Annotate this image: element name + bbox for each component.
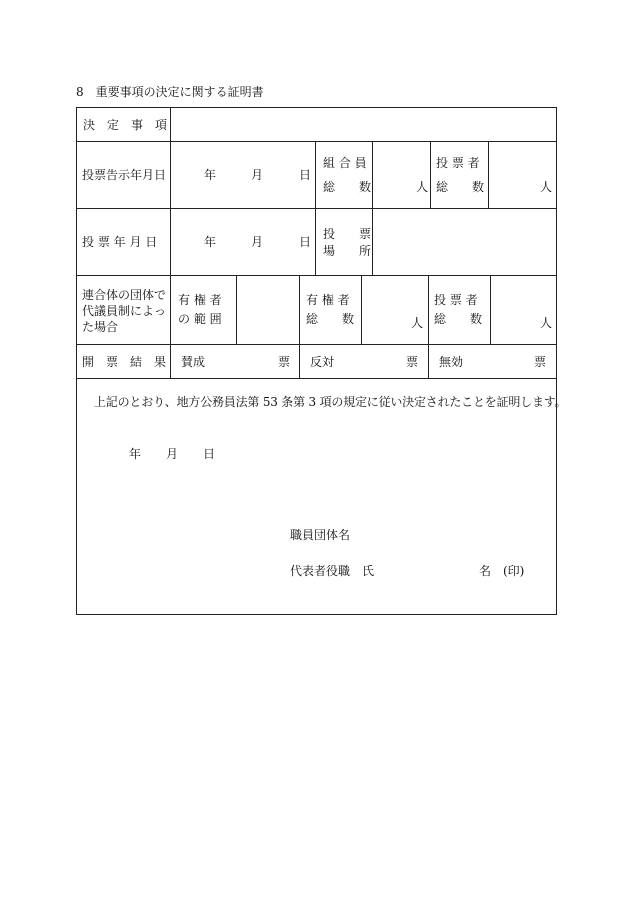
eligible-range-field[interactable] [237, 276, 299, 344]
eligible-total-label-1: 有 権 者 [306, 293, 350, 307]
votes-invalid-label: 無効 [439, 355, 464, 369]
votes-against-label: 反対 [310, 355, 335, 369]
eligible-range-label-2: の 範 囲 [178, 312, 222, 326]
year-label: 年 [204, 168, 217, 182]
union-members-field[interactable] [373, 142, 430, 208]
heading: 8 重要事項の決定に関する証明書 [76, 85, 264, 99]
year-label: 年 [204, 235, 217, 249]
decision-matter-field[interactable] [171, 108, 556, 141]
federation-voters-label-1: 投 票 者 [434, 293, 478, 307]
federation-label-1: 連合体の団体で [82, 288, 167, 302]
voters-total-label-1: 投 票 者 [436, 156, 480, 170]
union-members-label-2: 総 数 [323, 180, 372, 194]
organization-name-field[interactable] [356, 524, 546, 544]
eligible-total-field[interactable] [362, 276, 428, 344]
day-label: 日 [203, 447, 216, 461]
year-label: 年 [129, 447, 142, 461]
vote-place-field[interactable] [373, 209, 556, 275]
vote-notice-date-label: 投票告示年月日 [82, 168, 167, 182]
day-label: 日 [299, 168, 312, 182]
votes-unit: 票 [406, 355, 419, 369]
votes-against-field[interactable] [300, 345, 428, 378]
voters-total-field[interactable] [489, 142, 556, 208]
votes-for-field[interactable] [171, 345, 299, 378]
vote-date-field[interactable] [171, 209, 315, 275]
organization-name-label: 職員団体名 [290, 528, 351, 542]
vote-place-label-1: 投 票 [323, 227, 372, 241]
month-label: 月 [166, 447, 179, 461]
federation-voters-label-2: 総 数 [434, 312, 483, 326]
month-label: 月 [251, 168, 264, 182]
person-unit: 人 [540, 316, 553, 330]
certification-statement: 上記のとおり、地方公務員法第 53 条第 3 項の規定に従い決定されたことを証明します。 [94, 395, 567, 409]
votes-for-label: 賛成 [181, 355, 206, 369]
union-members-label-1: 組 合 員 [323, 156, 367, 170]
count-result-label: 開 票 結 果 [82, 355, 167, 369]
eligible-total-label-2: 総 数 [306, 312, 355, 326]
month-label: 月 [251, 235, 264, 249]
representative-label: 代表者役職 氏 [290, 564, 375, 578]
eligible-range-label-1: 有 権 者 [178, 293, 222, 307]
vote-notice-date-field[interactable] [171, 142, 315, 208]
seal-mark: (印) [503, 564, 525, 578]
person-unit: 人 [416, 180, 429, 194]
federation-label-3: た場合 [82, 320, 119, 334]
name-label: 名 [479, 564, 492, 578]
voters-total-label-2: 総 数 [436, 180, 485, 194]
votes-unit: 票 [278, 355, 291, 369]
representative-field[interactable] [376, 560, 476, 580]
vote-place-label-2: 場 所 [323, 244, 372, 258]
certification-date[interactable] [120, 446, 220, 464]
vote-date-label: 投 票 年 月 日 [82, 235, 158, 249]
federation-label-2: 代議員制によっ [82, 304, 167, 318]
person-unit: 人 [540, 180, 553, 194]
federation-voters-field[interactable] [491, 276, 556, 344]
decision-matter-label: 決 定 事 項 [83, 118, 168, 132]
person-unit: 人 [411, 316, 424, 330]
day-label: 日 [299, 235, 312, 249]
votes-invalid-field[interactable] [429, 345, 556, 378]
votes-unit: 票 [534, 355, 547, 369]
